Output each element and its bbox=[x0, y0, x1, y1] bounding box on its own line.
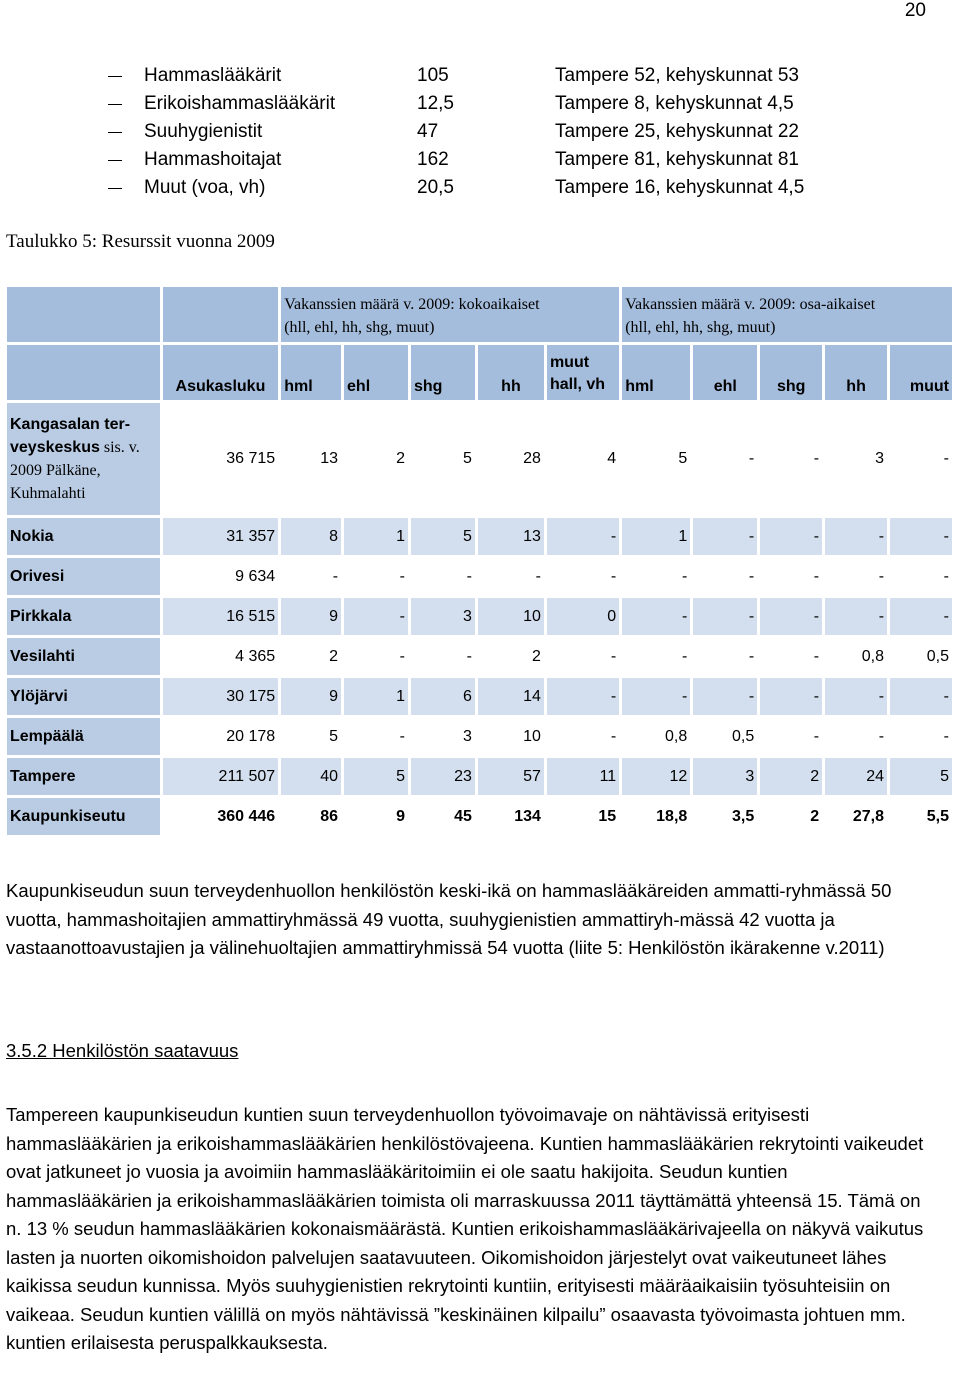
col-header-part-hh: hh bbox=[825, 345, 887, 400]
table-cell: 134 bbox=[478, 798, 544, 835]
table-cell: 9 bbox=[344, 798, 408, 835]
col-header-part-shg: shg bbox=[760, 345, 822, 400]
col-header-full-shg: shg bbox=[411, 345, 475, 400]
table-cell: - bbox=[760, 598, 822, 635]
list-item-detail: Tampere 8, kehyskunnat 4,5 bbox=[555, 93, 794, 114]
col-header-full-hh: hh bbox=[478, 345, 544, 400]
list-item-value: 20,5 bbox=[417, 177, 454, 198]
paragraph-availability: Tampereen kaupunkiseudun kuntien suun terveydenhuollon työvoimavaje on nähtävissä erityisesti hammaslääkärien ja erikoishammaslääkärien henkilöstövajeena. Kuntien hammaslääkärien rekrytointi vaikeudet ovat jatkuneet jo vuosia ja avoimiin hammaslääkäritoimiin ei ole saatu hakijoita. Seudun kuntien hammaslääkärien ja erikoishammaslääkärien toimista oli marraskuussa 2011 täyttämättä yhteensä 15. Tämä on n. 13 % seudun hammaslääkärien kokonaismäärästä. Kuntien erikoishammaslääkärivajeella on näkyvä vaikutus lasten ja nuorten oikomishoidon palvelujen saatavuuteen. Oikomishoidon järjestelyt ovat vaikeutuneet lähes kaikissa seudun kunnissa. Myös suuhygienistien rekrytointi kuntiin, erityisesti määräaikaisiin työsuhteisiin on vaikeaa. Seudun kuntien välillä on myös nähtävissä ”keskinäinen kilpailu” osaavasta työvoimasta johtuen mm. kuntien erilaisesta peruspalkkauksesta. bbox=[6, 1104, 924, 1353]
table-row bbox=[7, 638, 952, 675]
list-item-value: 47 bbox=[417, 121, 439, 142]
table-cell: 15 bbox=[547, 798, 619, 835]
table-cell: 45 bbox=[411, 798, 475, 835]
table-cell: 0 bbox=[547, 598, 619, 635]
table-cell: - bbox=[622, 678, 690, 715]
table-cell: - bbox=[344, 718, 408, 755]
dash-bullet-icon bbox=[108, 160, 122, 161]
list-item-detail: Tampere 52, kehyskunnat 53 bbox=[555, 65, 799, 86]
table-cell: 18,8 bbox=[622, 798, 690, 835]
table-cell: 5 bbox=[344, 758, 408, 795]
table-cell: 28 bbox=[478, 403, 544, 515]
list-item bbox=[0, 118, 960, 146]
list-item-label: Hammaslääkärit bbox=[144, 65, 282, 86]
dash-bullet-icon bbox=[108, 104, 122, 105]
dash-bullet-icon bbox=[108, 76, 122, 77]
table-total-row bbox=[7, 798, 952, 835]
list-item bbox=[0, 90, 960, 118]
col-header-full-muut: muut hall, vh bbox=[547, 345, 619, 400]
table-cell: 9 634 bbox=[163, 558, 279, 595]
table-cell: 2 bbox=[760, 798, 822, 835]
table-cell: 3 bbox=[411, 718, 475, 755]
table-cell: 9 bbox=[281, 678, 341, 715]
table-cell: 3,5 bbox=[693, 798, 757, 835]
table-cell: 27,8 bbox=[825, 798, 887, 835]
col-header-full-hml: hml bbox=[281, 345, 341, 400]
table-cell: - bbox=[760, 518, 822, 555]
table-cell: 0,5 bbox=[693, 718, 757, 755]
table-cell: 5,5 bbox=[890, 798, 952, 835]
table-cell: 5 bbox=[622, 403, 690, 515]
table-cell: 10 bbox=[478, 718, 544, 755]
paragraph-age-structure: Kaupunkiseudun suun terveydenhuollon henkilöstön keski-ikä on hammaslääkäreiden ammatti-ryhmässä 50 vuotta, hammashoitajien ammattiryhmässä 49 vuotta, suuhygienistien ammattiryh-mässä 42 vuotta ja vastaanottoavustajien ja välinehuoltajien ammattiryhmissä 54 vuotta (liite 5: Henkilöstön ikärakenne v.2011) bbox=[6, 880, 892, 958]
table-cell: 0,8 bbox=[825, 638, 887, 675]
table-cell: - bbox=[890, 718, 952, 755]
table-cell: 3 bbox=[825, 403, 887, 515]
header-parttime-group: Vakanssien määrä v. 2009: osa-aikaiset (hll, ehl, hh, shg, muut) bbox=[622, 287, 952, 342]
table-cell: - bbox=[693, 678, 757, 715]
table-cell: 14 bbox=[478, 678, 544, 715]
table-row bbox=[7, 518, 952, 555]
table-cell: 4 bbox=[547, 403, 619, 515]
table-cell: 16 515 bbox=[163, 598, 279, 635]
table-cell: 5 bbox=[411, 518, 475, 555]
table-cell: - bbox=[411, 558, 475, 595]
table-cell: - bbox=[890, 598, 952, 635]
table-cell: 86 bbox=[281, 798, 341, 835]
table-cell: - bbox=[547, 718, 619, 755]
list-item bbox=[0, 146, 960, 174]
table-cell: - bbox=[760, 678, 822, 715]
table-cell: 2 bbox=[281, 638, 341, 675]
table-row bbox=[7, 678, 952, 715]
table-cell: 40 bbox=[281, 758, 341, 795]
table-cell: - bbox=[478, 558, 544, 595]
col-header-part-hml: hml bbox=[622, 345, 690, 400]
table-cell: 4 365 bbox=[163, 638, 279, 675]
table-cell: 0,5 bbox=[890, 638, 952, 675]
dash-bullet-icon bbox=[108, 188, 122, 189]
table-cell: - bbox=[693, 598, 757, 635]
table-cell: 24 bbox=[825, 758, 887, 795]
table-cell: - bbox=[547, 558, 619, 595]
row-label: Pirkkala bbox=[7, 598, 160, 635]
table-cell: 5 bbox=[281, 718, 341, 755]
table-cell: 31 357 bbox=[163, 518, 279, 555]
list-item bbox=[0, 62, 960, 90]
table-cell: - bbox=[825, 678, 887, 715]
list-item-value: 105 bbox=[417, 65, 449, 86]
table-cell: 3 bbox=[693, 758, 757, 795]
table-cell: 1 bbox=[622, 518, 690, 555]
table-cell: 360 446 bbox=[163, 798, 279, 835]
table-cell: - bbox=[890, 518, 952, 555]
table-cell: 57 bbox=[478, 758, 544, 795]
list-item-value: 162 bbox=[417, 149, 449, 170]
header-empty-cell bbox=[163, 287, 279, 342]
table-cell: 3 bbox=[411, 598, 475, 635]
table-cell: - bbox=[890, 678, 952, 715]
table-cell: - bbox=[344, 558, 408, 595]
table-cell: - bbox=[411, 638, 475, 675]
col-header-full-ehl: ehl bbox=[344, 345, 408, 400]
table-cell: - bbox=[825, 718, 887, 755]
table-cell: - bbox=[890, 558, 952, 595]
table-cell: - bbox=[760, 638, 822, 675]
table-cell: 30 175 bbox=[163, 678, 279, 715]
table-group-header-row bbox=[7, 287, 952, 342]
table-cell: 1 bbox=[344, 518, 408, 555]
table-cell: - bbox=[622, 638, 690, 675]
table-cell: - bbox=[547, 678, 619, 715]
table-cell: - bbox=[622, 558, 690, 595]
col-header-part-ehl: ehl bbox=[693, 345, 757, 400]
table-row bbox=[7, 718, 952, 755]
list-item-label: Suuhygienistit bbox=[144, 121, 263, 142]
table-cell: - bbox=[760, 718, 822, 755]
list-item-label: Muut (voa, vh) bbox=[144, 177, 266, 198]
table-cell: - bbox=[693, 518, 757, 555]
table-cell: 5 bbox=[411, 403, 475, 515]
table-cell: 13 bbox=[281, 403, 341, 515]
resource-list bbox=[0, 62, 960, 202]
table-column-header-row bbox=[7, 345, 952, 400]
header-fulltime-group: Vakanssien määrä v. 2009: kokoaikaiset (hll, ehl, hh, shg, muut) bbox=[281, 287, 619, 342]
table-cell: - bbox=[825, 598, 887, 635]
row-label: Lempäälä bbox=[7, 718, 160, 755]
row-label: Ylöjärvi bbox=[7, 678, 160, 715]
table-cell: - bbox=[547, 638, 619, 675]
row-label: Kangasalan ter-veyskeskus sis. v. 2009 Pälkäne, Kuhmalahti bbox=[7, 403, 160, 515]
table-cell: 20 178 bbox=[163, 718, 279, 755]
list-item-detail: Tampere 25, kehyskunnat 22 bbox=[555, 121, 799, 142]
table-cell: - bbox=[693, 558, 757, 595]
table-cell: - bbox=[344, 598, 408, 635]
header-corner-cell bbox=[7, 287, 160, 342]
table-cell: 211 507 bbox=[163, 758, 279, 795]
table-cell: 23 bbox=[411, 758, 475, 795]
table-row bbox=[7, 598, 952, 635]
table-cell: 12 bbox=[622, 758, 690, 795]
table-cell: - bbox=[760, 403, 822, 515]
table-cell: - bbox=[281, 558, 341, 595]
table-row bbox=[7, 403, 952, 515]
list-item-value: 12,5 bbox=[417, 93, 454, 114]
table-row bbox=[7, 558, 952, 595]
table-cell: 1 bbox=[344, 678, 408, 715]
table-cell: 11 bbox=[547, 758, 619, 795]
row-label: Vesilahti bbox=[7, 638, 160, 675]
table-cell: - bbox=[825, 518, 887, 555]
table-cell: - bbox=[760, 558, 822, 595]
row-label: Tampere bbox=[7, 758, 160, 795]
table-cell: - bbox=[344, 638, 408, 675]
list-item-detail: Tampere 81, kehyskunnat 81 bbox=[555, 149, 799, 170]
table-cell: - bbox=[890, 403, 952, 515]
table-cell: 6 bbox=[411, 678, 475, 715]
table-cell: 10 bbox=[478, 598, 544, 635]
section-heading: 3.5.2 Henkilöstön saatavuus bbox=[6, 1040, 239, 1061]
dash-bullet-icon bbox=[108, 132, 122, 133]
table-cell: 13 bbox=[478, 518, 544, 555]
table-cell: 9 bbox=[281, 598, 341, 635]
table-cell: - bbox=[693, 403, 757, 515]
table-cell: - bbox=[693, 638, 757, 675]
table-cell: 2 bbox=[344, 403, 408, 515]
col-header-part-muut: muut bbox=[890, 345, 952, 400]
list-item-label: Hammashoitajat bbox=[144, 149, 282, 170]
list-item-detail: Tampere 16, kehyskunnat 4,5 bbox=[555, 177, 805, 198]
list-item bbox=[0, 174, 960, 202]
row-label: Kaupunkiseutu bbox=[7, 798, 160, 835]
table-cell: - bbox=[825, 558, 887, 595]
table-cell: 2 bbox=[478, 638, 544, 675]
table-cell: - bbox=[547, 518, 619, 555]
table-caption: Taulukko 5: Resurssit vuonna 2009 bbox=[6, 231, 275, 252]
row-label: Orivesi bbox=[7, 558, 160, 595]
table-cell: 2 bbox=[760, 758, 822, 795]
list-item-label: Erikoishammaslääkärit bbox=[144, 93, 336, 114]
table-cell: - bbox=[622, 598, 690, 635]
col-header-population: Asukasluku bbox=[163, 345, 279, 400]
table-cell: 0,8 bbox=[622, 718, 690, 755]
header-corner-cell bbox=[7, 345, 160, 400]
table-row bbox=[7, 758, 952, 795]
table-cell: 36 715 bbox=[163, 403, 279, 515]
resources-table bbox=[4, 284, 955, 838]
page-number: 20 bbox=[904, 0, 926, 21]
table-cell: 5 bbox=[890, 758, 952, 795]
row-label: Nokia bbox=[7, 518, 160, 555]
table-cell: 8 bbox=[281, 518, 341, 555]
